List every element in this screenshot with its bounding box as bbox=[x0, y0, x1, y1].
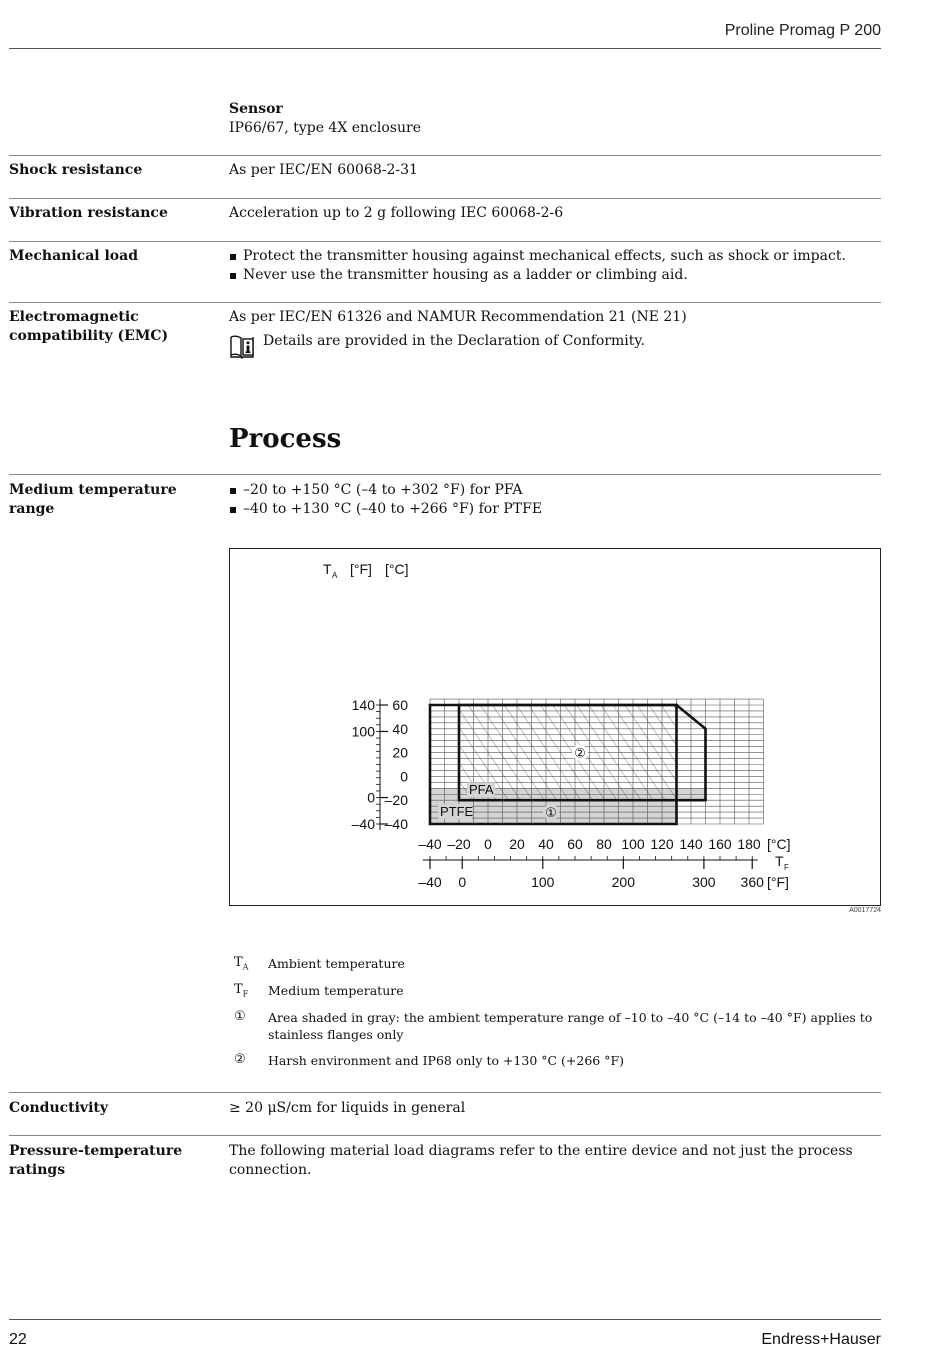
medium-temp-label: Medium temperature range bbox=[9, 482, 177, 517]
list-item: –20 to +150 °C (–4 to +302 °F) for PFA bbox=[229, 481, 879, 500]
x-tick-label-f: –40 bbox=[418, 874, 442, 890]
x-tick-label-c: 100 bbox=[621, 836, 645, 852]
mechanical-list bbox=[229, 247, 879, 285]
y-tick-label-f: 140 bbox=[351, 697, 375, 713]
y-axis-label-sub: A bbox=[332, 571, 338, 580]
vibration-label: Vibration resistance bbox=[9, 205, 168, 221]
row-divider bbox=[9, 474, 881, 475]
list-item: Never use the transmitter housing as a ladder or climbing aid. bbox=[229, 266, 879, 285]
x-tick-label-f: 100 bbox=[531, 874, 555, 890]
emc-info bbox=[229, 333, 645, 359]
header-divider bbox=[9, 48, 881, 49]
sensor-block bbox=[229, 100, 879, 138]
row-divider bbox=[9, 241, 881, 242]
pressure-temp-value: The following material load diagrams refer to the entire device and not just the process connection. bbox=[229, 1143, 853, 1178]
x-axis-label: T bbox=[775, 853, 784, 869]
list-item: –40 to +130 °C (–40 to +266 °F) for PTFE bbox=[229, 500, 879, 519]
x-axis-label-sub: F bbox=[784, 863, 789, 872]
y-tick-label-f: –40 bbox=[351, 816, 375, 832]
legend-symbol: ① bbox=[234, 1009, 246, 1024]
emc-info-text: Details are provided in the Declaration of Conformity. bbox=[263, 333, 645, 349]
x-tick-label-f: 360 bbox=[740, 874, 764, 890]
emc-value: As per IEC/EN 61326 and NAMUR Recommendation 21 (NE 21) bbox=[229, 309, 687, 325]
pressure-temp-label: Pressure-temperature ratings bbox=[9, 1143, 183, 1178]
x-unit-f: [°F] bbox=[767, 874, 789, 890]
conductivity-label: Conductivity bbox=[9, 1100, 108, 1116]
section-heading-process: Process bbox=[229, 424, 342, 454]
footer-divider bbox=[9, 1319, 881, 1320]
list-item: Protect the transmitter housing against mechanical effects, such as shock or impact. bbox=[229, 247, 879, 266]
row-divider bbox=[9, 1092, 881, 1093]
x-tick-label-c: 120 bbox=[650, 836, 674, 852]
legend-symbol: $T_A$ bbox=[234, 955, 249, 972]
y-tick-label-c: 60 bbox=[392, 697, 408, 713]
x-tick-label-c: 80 bbox=[596, 836, 612, 852]
document-title: Proline Promag P 200 bbox=[724, 22, 881, 39]
y-tick-label-c: 40 bbox=[392, 720, 408, 737]
legend-text: Area shaded in gray: the ambient temperature range of –10 to –40 °C (–14 to –40 °F) applies to stainless flanges only bbox=[268, 1010, 873, 1042]
x-tick-label-c: 20 bbox=[509, 836, 525, 852]
legend-text: Harsh environment and IP68 only to +130 °C (+266 °F) bbox=[268, 1053, 625, 1068]
row-divider bbox=[9, 1135, 881, 1136]
row-divider bbox=[9, 198, 881, 199]
info-book-icon bbox=[229, 333, 255, 359]
x-tick-label-c: 180 bbox=[737, 836, 761, 852]
y-tick-label-c: 0 bbox=[400, 768, 408, 785]
x-tick-label-c: 40 bbox=[538, 836, 554, 852]
shock-label: Shock resistance bbox=[9, 162, 143, 178]
y-tick-label-c: –20 bbox=[384, 792, 408, 809]
sensor-heading: Sensor bbox=[229, 101, 283, 117]
x-tick-label-c: 160 bbox=[708, 836, 732, 852]
y-tick-label-c: 20 bbox=[392, 744, 408, 761]
image-id: A0017724 bbox=[849, 907, 881, 914]
row-divider bbox=[9, 302, 881, 303]
x-tick-label-f: 300 bbox=[692, 874, 716, 890]
conductivity-value: ≥ 20 μS/cm for liquids in general bbox=[229, 1100, 466, 1116]
page-number: 22 bbox=[9, 1331, 27, 1348]
x-tick-label-c: –20 bbox=[447, 836, 471, 852]
y-unit-f: [°F] bbox=[350, 561, 372, 577]
temperature-chart bbox=[229, 548, 881, 906]
x-tick-label-f: 200 bbox=[611, 874, 636, 890]
sensor-text: IP66/67, type 4X enclosure bbox=[229, 120, 421, 136]
region-marker-2: ② bbox=[574, 745, 586, 761]
x-tick-label-c: 140 bbox=[679, 836, 703, 852]
brand-name: Endress+Hauser bbox=[761, 1331, 881, 1348]
y-tick-label-c: –40 bbox=[384, 816, 408, 832]
series-label-ptfe: PTFE bbox=[440, 804, 474, 819]
series-label-pfa: PFA bbox=[469, 782, 494, 798]
temperature-chart-svg bbox=[230, 549, 880, 905]
medium-temp-list bbox=[229, 481, 879, 519]
mechanical-label: Mechanical load bbox=[9, 248, 138, 264]
legend-text: Medium temperature bbox=[268, 983, 404, 998]
row-divider bbox=[9, 155, 881, 156]
x-unit-c: [°C] bbox=[767, 836, 791, 852]
y-tick-label-f: 0 bbox=[367, 789, 375, 806]
shock-value: As per IEC/EN 60068-2-31 bbox=[229, 162, 418, 178]
y-tick-label-f: 100 bbox=[351, 723, 375, 740]
emc-label: Electromagnetic compatibility (EMC) bbox=[9, 309, 169, 344]
legend-symbol: $T_F$ bbox=[234, 982, 249, 999]
x-tick-label-c: –40 bbox=[418, 836, 442, 852]
y-unit-c: [°C] bbox=[385, 561, 409, 577]
x-tick-label-c: 0 bbox=[484, 836, 492, 852]
x-tick-label-c: 60 bbox=[567, 836, 583, 852]
vibration-value: Acceleration up to 2 g following IEC 60068-2-6 bbox=[229, 205, 564, 221]
legend-text: Ambient temperature bbox=[268, 956, 405, 971]
legend-symbol: ② bbox=[234, 1052, 246, 1067]
x-tick-label-f: 0 bbox=[458, 874, 467, 890]
y-axis-label: T bbox=[323, 561, 332, 577]
region-marker-1: ① bbox=[545, 805, 557, 821]
